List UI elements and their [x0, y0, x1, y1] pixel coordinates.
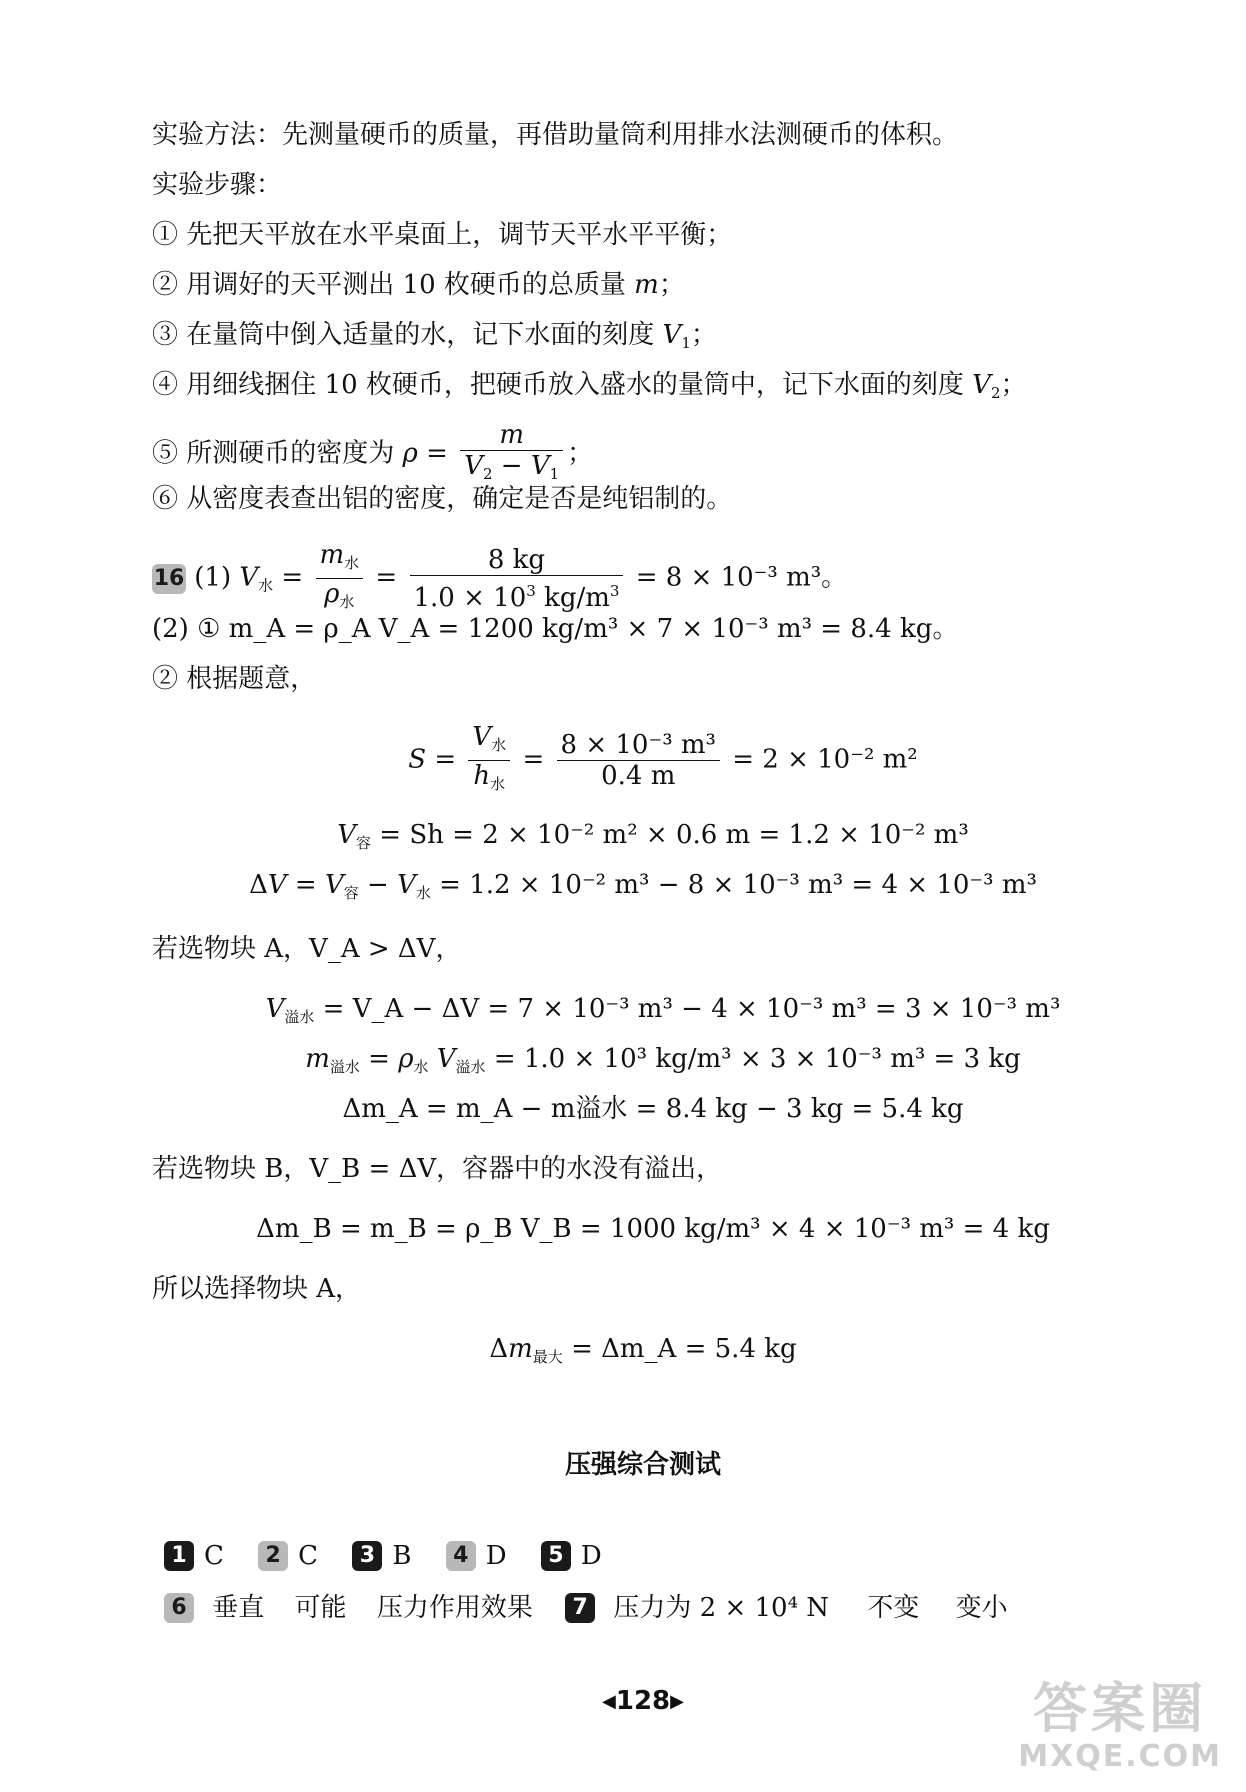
- eq-delta-volume-rhs: = 1.2 × 10⁻² m³ − 8 × 10⁻³ m³ = 4 × 10⁻³ m³: [439, 870, 1037, 900]
- answer-badge-4: 4: [446, 1541, 476, 1571]
- step-5: ⑤ 所测硬币的密度为 ρ = $\frac{m}{V_2 - V_1}$ ；: [152, 420, 593, 489]
- answer-badge-3: 3: [352, 1541, 382, 1571]
- case-b-text: 若选物块 B，V_B = ΔV，容器中的水没有溢出，: [152, 1154, 723, 1184]
- q16-part2: (2) ① m_A = ρ_A V_A = 1200 kg/m³ × 7 × 10⁻³ m³ = 8.4 kg。: [152, 614, 959, 644]
- eq-overflow-mass: $m_{溢水} = \rho_水$ $V_{溢水} = 1.0 \times 10^3$ kg/m³ × 3 × 10⁻³ m³ = 3 kg: [305, 1044, 1021, 1076]
- q7-answer-2: 不变: [867, 1593, 920, 1623]
- answer-badge-7: 7: [565, 1593, 595, 1623]
- answer-badge-2: 2: [258, 1541, 288, 1571]
- answer-5: D: [580, 1541, 602, 1571]
- step-3: ③ 在量筒中倒入适量的水，记下水面的刻度 $V_1$；: [152, 320, 717, 352]
- eq-container-volume: $V_容 = Sh = 2 \times 10^{-2}$ m² × 0.6 m = 1.2 × 10⁻² m³: [337, 820, 969, 852]
- q7-answer-3: 变小: [955, 1593, 1008, 1623]
- steps-title: 实验步骤：: [152, 170, 283, 200]
- q16-volume-fraction: $\frac{8 kg}{1.0 \times 10^3 kg/m^3}$: [410, 545, 624, 613]
- watermark-logo: [1018, 1679, 1222, 1774]
- page-number-value: 128: [615, 1686, 671, 1716]
- answer-1: C: [204, 1541, 224, 1571]
- answer-badge-6: 6: [164, 1593, 194, 1623]
- q6-answer-2: 可能: [294, 1593, 347, 1623]
- answer-4: D: [485, 1541, 507, 1571]
- method-text: 实验方法：先测量硬币的质量，再借助量筒利用排水法测硬币的体积。: [152, 120, 959, 150]
- q7-answer-1: 压力为 2 × 10⁴ N: [613, 1593, 830, 1623]
- q16-mass-fraction: $\frac{m_水}{\rho_水}$: [316, 540, 364, 617]
- eq-area-result: = 2 × 10⁻² m²: [732, 744, 918, 775]
- eq-area-num: 8 × 10⁻³ m³: [557, 730, 720, 761]
- q6-answer-3: 压力作用效果: [376, 1593, 533, 1623]
- q6-answer-1: 垂直: [212, 1593, 265, 1623]
- q16-part2b: ② 根据题意，: [152, 664, 317, 694]
- answers-row: [164, 1538, 628, 1573]
- q16-part1: 16 (1) $V_水$ = $\frac{m_水}{\rho_水}$ = $\frac{8 kg}{1.0 \times 10^3 kg/m^3}$ = 8 × 10⁻³ m³。: [152, 540, 847, 617]
- prev-arrow-icon: ◀: [602, 1691, 616, 1712]
- answer-3: B: [392, 1541, 412, 1571]
- next-arrow-icon: ▶: [670, 1691, 684, 1712]
- step-1: ① 先把天平放在水平桌面上，调节天平水平平衡；: [152, 220, 733, 250]
- eq-area-den: 0.4 m: [601, 761, 676, 791]
- eq-delta-mass-b: Δm_B = m_B = ρ_B V_B = 1000 kg/m³ × 4 × 10⁻³ m³ = 4 kg: [256, 1214, 1050, 1244]
- eq-overflow-mass-rhs: = 1.0 × 10³ kg/m³ × 3 × 10⁻³ m³ = 3 kg: [493, 1044, 1021, 1074]
- step-5-text: ⑤ 所测硬币的密度为: [152, 438, 395, 469]
- step-4: ④ 用细线捆住 10 枚硬币，把硬币放入盛水的量筒中，记下水面的刻度 $V_2$；: [152, 370, 1027, 402]
- answers-row-2: [164, 1590, 1034, 1625]
- eq-delta-mass-a: Δm_A = m_A − m溢水 = 8.4 kg − 3 kg = 5.4 kg: [342, 1094, 964, 1124]
- eq-area-frac1: $\frac{V_水}{h_水}$: [468, 722, 510, 799]
- q16-volume-num: 8 kg: [410, 545, 624, 576]
- step-6: ⑥ 从密度表查出铝的密度，确定是否是纯铝制的。: [152, 484, 733, 514]
- q16-part1-label: (1): [194, 562, 232, 593]
- section-title: 压强综合测试: [564, 1450, 721, 1480]
- case-a-text: 若选物块 A，V_A > ΔV，: [152, 934, 462, 964]
- step-2-text: ② 用调好的天平测出 10 枚硬币的总质量: [152, 270, 626, 300]
- density-fraction: $\frac{m}{V_2 - V_1}$: [460, 420, 563, 489]
- step-2: ② 用调好的天平测出 10 枚硬币的总质量 m；: [152, 270, 685, 300]
- watermark-top: 答案圈: [1033, 1677, 1208, 1740]
- conclusion-text: 所以选择物块 A，: [152, 1274, 362, 1304]
- eq-delta-volume: $\Delta V = V_容 - V_水 = 1.2 \times 10^{-2}$ m³ − 8 × 10⁻³ m³ = 4 × 10⁻³ m³: [249, 870, 1037, 902]
- watermark-bottom: MXQE.COM: [1018, 1739, 1222, 1774]
- answer-badge-1: 1: [164, 1541, 194, 1571]
- eq-container-volume-rhs: = Sh = 2 × 10⁻² m² × 0.6 m = 1.2 × 10⁻² m³: [379, 820, 969, 850]
- eq-max-mass-rhs: = Δm_A = 5.4 kg: [571, 1334, 797, 1364]
- step-4-text: ④ 用细线捆住 10 枚硬币，把硬币放入盛水的量筒中，记下水面的刻度: [152, 370, 964, 400]
- question-badge-16: 16: [152, 564, 186, 594]
- eq-max-mass: $\Delta m_{最大}$ = Δm_A = 5.4 kg: [489, 1334, 797, 1366]
- answer-badge-5: 5: [541, 1541, 571, 1571]
- answer-2: C: [298, 1541, 319, 1571]
- eq-overflow-volume: $V_{溢水}$ = V_A − ΔV = 7 × 10⁻³ m³ − 4 × 10⁻³ m³ = 3 × 10⁻³ m³: [265, 994, 1061, 1026]
- q16-part1-result: = 8 × 10⁻³ m³。: [635, 562, 848, 593]
- eq-area: S = $\frac{V_水}{h_水}$ = $\frac{\text{8 × 10⁻³ m³}}{0.4 m}$ = 2 × 10⁻² m²: [0, 722, 1246, 799]
- eq-overflow-volume-rhs: = V_A − ΔV = 7 × 10⁻³ m³ − 4 × 10⁻³ m³ = 3 × 10⁻³ m³: [322, 994, 1061, 1024]
- step-3-text: ③ 在量筒中倒入适量的水，记下水面的刻度: [152, 320, 655, 350]
- eq-area-frac2: [557, 730, 720, 791]
